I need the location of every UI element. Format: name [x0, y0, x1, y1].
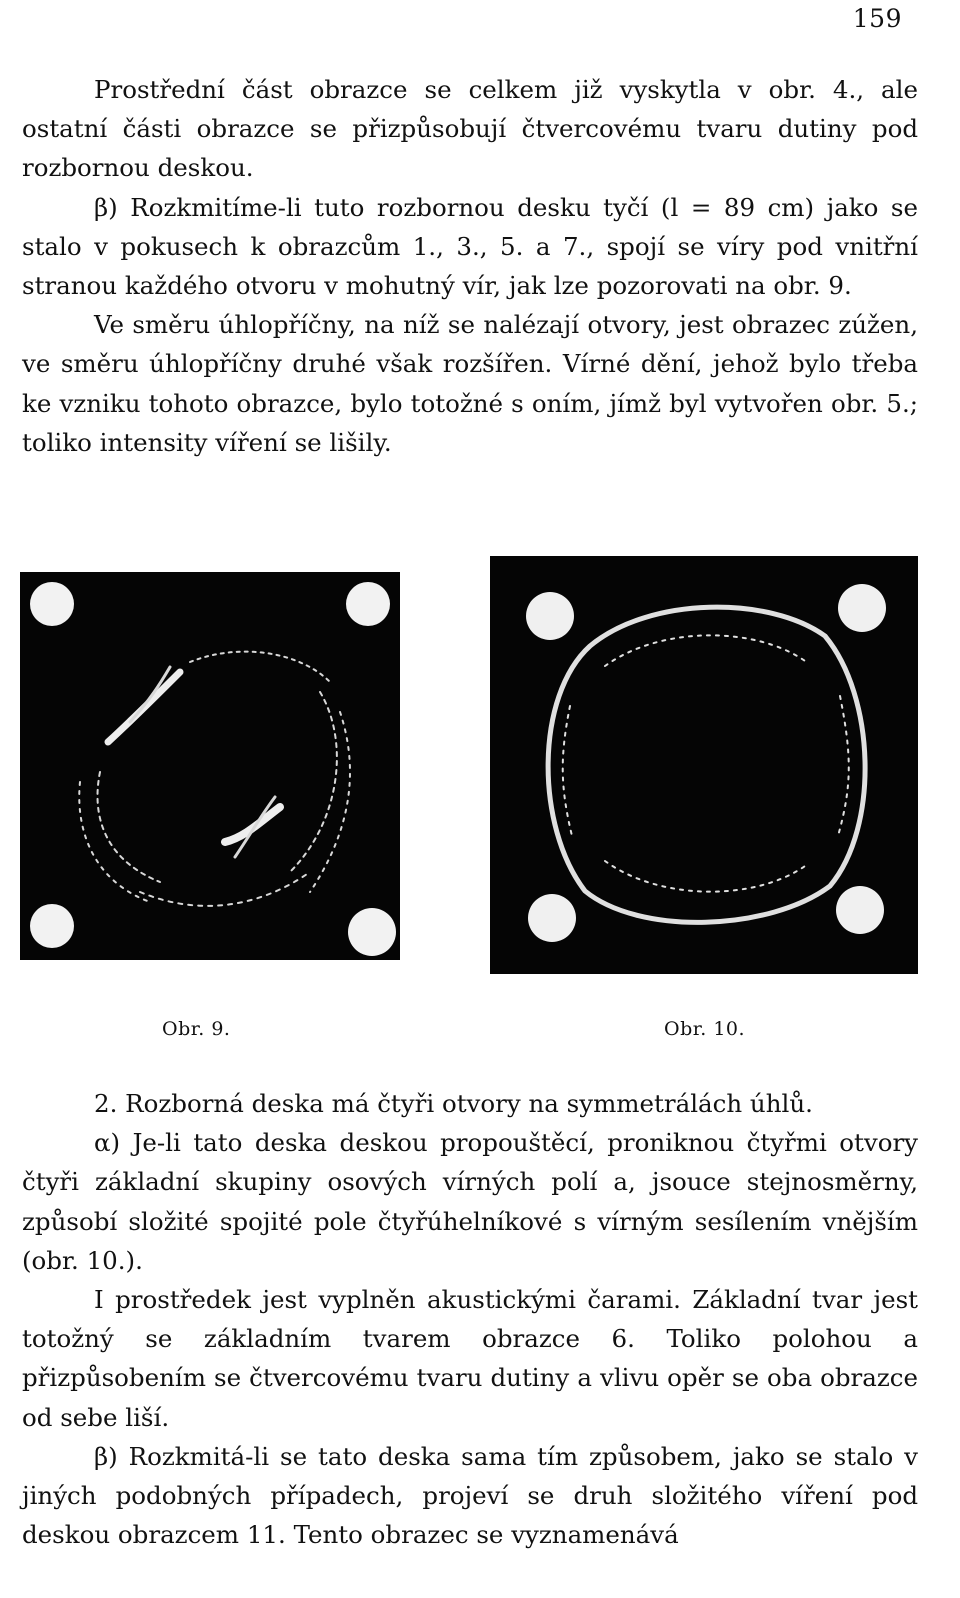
figure-9-caption: Obr. 9. [162, 1018, 231, 1040]
page-number: 159 [852, 4, 902, 33]
top-text-block [22, 70, 918, 462]
paragraph: I prostředek jest vyplněn akustickými čarami. Základní tvar jest totožný se základním tvarem obrazce 6. Toliko polohou a přizpůsobením se čtvercovému tvaru dutiny a vlivu opěr se oba obrazce od sebe liší. [22, 1285, 918, 1432]
paragraph: β) Rozkmitá-li se tato deska sama tím způsobem, jako se stalo v jiných podobných případech, projeví se druh složitého víření pod deskou obrazcem 11. Tento obrazec se vyznamenává [22, 1441, 918, 1550]
figure-10-drawing [490, 556, 918, 974]
paragraph: Prostřední část obrazce se celkem již vyskytla v obr. 4., ale ostatní části obrazce se přizpůsobují čtvercovému tvaru dutiny pod rozbornou deskou. [22, 75, 918, 183]
figure-10-image [490, 556, 918, 974]
paragraph: β) Rozkmitíme-li tuto rozbornou desku tyčí (l = 89 cm) jako se stalo v pokusech k obrazcům 1., 3., 5. a 7., spojí se víry pod vnitřní stranou každého otvoru v mohutný vír, jak lze pozorovati na obr. 9. [22, 192, 918, 301]
paragraph: Ve směru úhlopříčny, na níž se nalézají otvory, jest obrazec zúžen, ve směru úhlopříčny druhé však rozšířen. Vírné dění, jehož bylo třeba ke vzniku tohoto obrazce, bylo totožné s oním, jímž byl vytvořen obr. 5.; toliko intensity víření se lišily. [22, 310, 918, 457]
bottom-text-block [22, 1084, 918, 1554]
figure-10-caption: Obr. 10. [664, 1018, 746, 1040]
figure-9-drawing [20, 572, 400, 960]
paragraph: α) Je-li tato deska deskou propouštěcí, proniknou čtyřmi otvory čtyři základní skupiny osových vírných polí a, jsouce stejnosměrny, způsobí složité spojité pole čtyřúhelníkové s vírným sesílením vnějším (obr. 10.). [22, 1128, 918, 1275]
figure-9-image [20, 572, 400, 960]
paragraph: 2. Rozborná deska má čtyři otvory na symmetrálách úhlů. [94, 1089, 813, 1118]
